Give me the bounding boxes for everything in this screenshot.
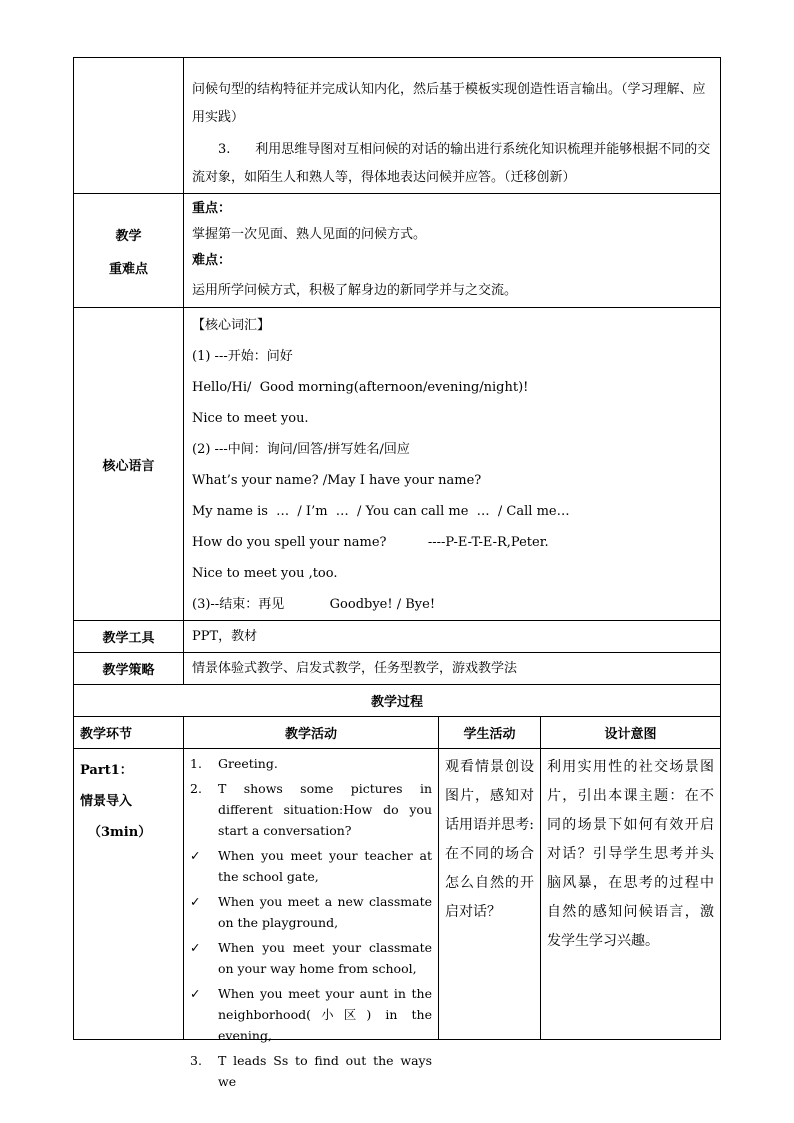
- activity-text: When you meet a new classmate on the playground,: [218, 894, 432, 930]
- core-language-line: Nice to meet you.: [192, 411, 309, 426]
- key-points-row: [74, 193, 720, 307]
- part1-time: （3min）: [88, 825, 152, 840]
- objectives-row: [74, 58, 720, 193]
- header-student-activity: 学生活动: [439, 717, 541, 748]
- objective-line: 3. 利用思维导图对互相问候的对话的输出进行系统化知识梳理并能够根据不同的交流对象，如陌生人和熟人等，得体地表达问候并应答。（迁移创新）: [192, 142, 711, 185]
- header-stage: 教学环节: [74, 717, 184, 748]
- activity-text: When you meet your teacher at the school gate,: [218, 848, 432, 884]
- key-points-label-line: 教学: [115, 228, 142, 244]
- core-language-line: (3)--结束：再见 Goodbye! / Bye!: [192, 597, 436, 612]
- header-design-intent: 设计意图: [604, 727, 657, 742]
- activity-marker: 1.: [190, 756, 202, 771]
- activity-item: [190, 753, 432, 774]
- key-points-label-line: 重难点: [108, 261, 148, 277]
- part1-name: 情景导入: [80, 794, 133, 809]
- strategy-row: [74, 652, 720, 684]
- activity-text: When you meet your classmate on your way home from school,: [218, 940, 432, 976]
- strategy-label: 教学策略: [74, 653, 184, 684]
- activity-marker: 2.: [190, 781, 202, 796]
- difficult-title: 难点：: [192, 253, 232, 268]
- activity-text: T shows some pictures in different situation:How do you start a conversation?: [218, 781, 432, 838]
- objective-line: 问候句型的结构特征并完成认知内化，然后基于模板实现创造性语言输出。（学习理解、应用实践）: [192, 82, 706, 125]
- design-intent-text: 利用实用性的社交场景图片，引出本课主题：在不同的场景下如何有效开启对话？引导学生思考并头脑风暴，在思考的过程中自然的感知问候语言，激发学生学习兴趣。: [547, 759, 714, 949]
- core-language-line: My name is … / I’m … / You can call me … / Call me…: [192, 504, 570, 519]
- tools-row: [74, 620, 720, 652]
- core-language-line: Hello/Hi/ Good morning(afternoon/evening/night)!: [192, 380, 529, 395]
- part1-row: [74, 748, 720, 1089]
- part1-stage-cell: [74, 749, 184, 1039]
- teacher-activities-cell: [184, 749, 439, 1089]
- header-teacher-activity: 教学活动: [184, 717, 439, 748]
- key-points-cell: [184, 194, 720, 307]
- core-language-line: How do you spell your name? ----P-E-T-E-R,Peter.: [192, 535, 549, 550]
- important-text: 掌握第一次见面、熟人见面的问候方式。: [192, 227, 427, 242]
- core-language-line: 【核心词汇】: [192, 318, 271, 333]
- activity-marker: 3.: [190, 1053, 202, 1068]
- objectives-cell: [184, 58, 720, 193]
- activity-item: [190, 845, 432, 887]
- core-language-line: What’s your name? /May I have your name?: [192, 473, 482, 488]
- activity-text: When you meet your aunt in the neighborhood(小区) in the evening,: [218, 986, 432, 1043]
- activity-item: [190, 1050, 432, 1092]
- process-title: 教学过程: [74, 684, 720, 716]
- part1-title: Part1：: [80, 763, 133, 778]
- lesson-plan-table: [73, 57, 721, 1089]
- objectives-label-cell: [74, 58, 184, 193]
- activity-marker: ✓: [190, 894, 201, 909]
- process-header-row: [74, 716, 720, 748]
- tools-label: 教学工具: [74, 621, 184, 652]
- activity-item: [190, 937, 432, 979]
- core-language-line: Nice to meet you ,too.: [192, 566, 338, 581]
- core-language-line: (2) ---中间：询问/回答/拼写姓名/回应: [192, 442, 410, 457]
- activity-item: [190, 891, 432, 933]
- core-language-label: 核心语言: [74, 308, 184, 620]
- core-language-line: (1) ---开始：问好: [192, 349, 293, 364]
- difficult-text: 运用所学问候方式，积极了解身边的新同学并与之交流。: [192, 283, 518, 298]
- activity-marker: ✓: [190, 940, 201, 955]
- strategy-text: 情景体验式教学、启发式教学，任务型教学，游戏教学法: [192, 660, 518, 676]
- activity-item: [190, 983, 432, 1046]
- activity-marker: ✓: [190, 986, 201, 1001]
- key-points-label: [74, 194, 184, 307]
- activity-marker: ✓: [190, 848, 201, 863]
- student-activity-text: 观看情景创设图片，感知对话用语并思考:在不同的场合怎么自然的开启对话？: [439, 749, 541, 1039]
- activity-item: [190, 778, 432, 841]
- important-title: 重点：: [192, 201, 232, 216]
- tools-text: PPT，教材: [192, 628, 258, 644]
- activity-text: T leads Ss to find out the ways we: [218, 1053, 432, 1089]
- activity-text: Greeting.: [218, 756, 278, 771]
- core-language-row: [74, 307, 720, 620]
- core-language-cell: [184, 308, 720, 620]
